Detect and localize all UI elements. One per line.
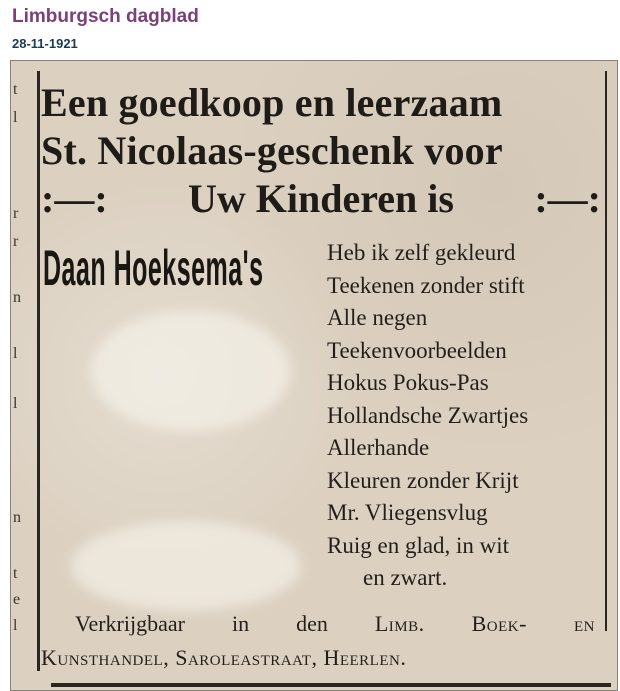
list-item: Mr. Vliegensvlug [327, 500, 488, 525]
footer-word: Verkrijgbaar [75, 611, 185, 636]
ornament-left: :—: [41, 176, 108, 221]
list-item: Alle negen [327, 305, 428, 330]
footer-word: in [231, 611, 250, 636]
margin-fragment: t [13, 565, 18, 582]
list-item: en zwart. [363, 565, 448, 590]
margin-fragment: n [13, 509, 21, 526]
margin-fragment: n [13, 289, 21, 306]
product-list [327, 237, 602, 595]
margin-fragment: r [13, 205, 19, 222]
margin-fragment: l [13, 345, 18, 362]
list-item: Hokus Pokus-Pas [327, 370, 489, 395]
paper-stain [71, 521, 301, 611]
list-item: Teekenen zonder stift [327, 272, 525, 298]
headline-line-3-text: Uw Kinderen is [188, 176, 454, 221]
margin-fragment: l [13, 617, 18, 634]
right-column-rule [605, 71, 607, 631]
margin-fragment: e [13, 591, 21, 608]
footer-line-2: Kunsthandel, Saroleastraat, Heerlen. [41, 645, 407, 670]
list-item: Kleuren zonder Krijt [327, 467, 519, 493]
adjacent-column-fragments [11, 61, 37, 690]
newspaper-title: Limburgsch dagblad [12, 6, 199, 27]
footer-line-1 [75, 611, 595, 637]
left-column-rule [37, 71, 40, 671]
publication-date: 28-11-1921 [12, 36, 78, 51]
margin-fragment: l [13, 395, 18, 412]
newspaper-clipping [10, 60, 618, 691]
margin-fragment: l [13, 109, 18, 126]
margin-fragment: t [13, 81, 18, 98]
list-item: Heb ik zelf gekleurd [327, 240, 516, 265]
margin-fragment: r [13, 233, 19, 250]
headline-line-2: St. Nicolaas-geschenk voor [41, 128, 503, 173]
footer-word: den [296, 611, 328, 636]
footer-word: Boek- [471, 611, 527, 636]
list-item: Allerhande [327, 435, 430, 460]
headline-line-1: Een goedkoop en leerzaam [41, 80, 503, 125]
brand-name: Daan Hoeksema's [43, 240, 264, 296]
ornament-right: :—: [534, 176, 601, 221]
footer-word: en [573, 611, 595, 636]
list-item: Ruig en glad, in wit [327, 532, 510, 558]
paper-stain [91, 311, 291, 431]
list-item: Hollandsche Zwartjes [327, 402, 529, 428]
list-item: Teekenvoorbeelden [327, 337, 507, 363]
footer-word: Limb. [374, 611, 425, 636]
headline-line-3 [41, 175, 601, 222]
bottom-rule [51, 683, 611, 687]
